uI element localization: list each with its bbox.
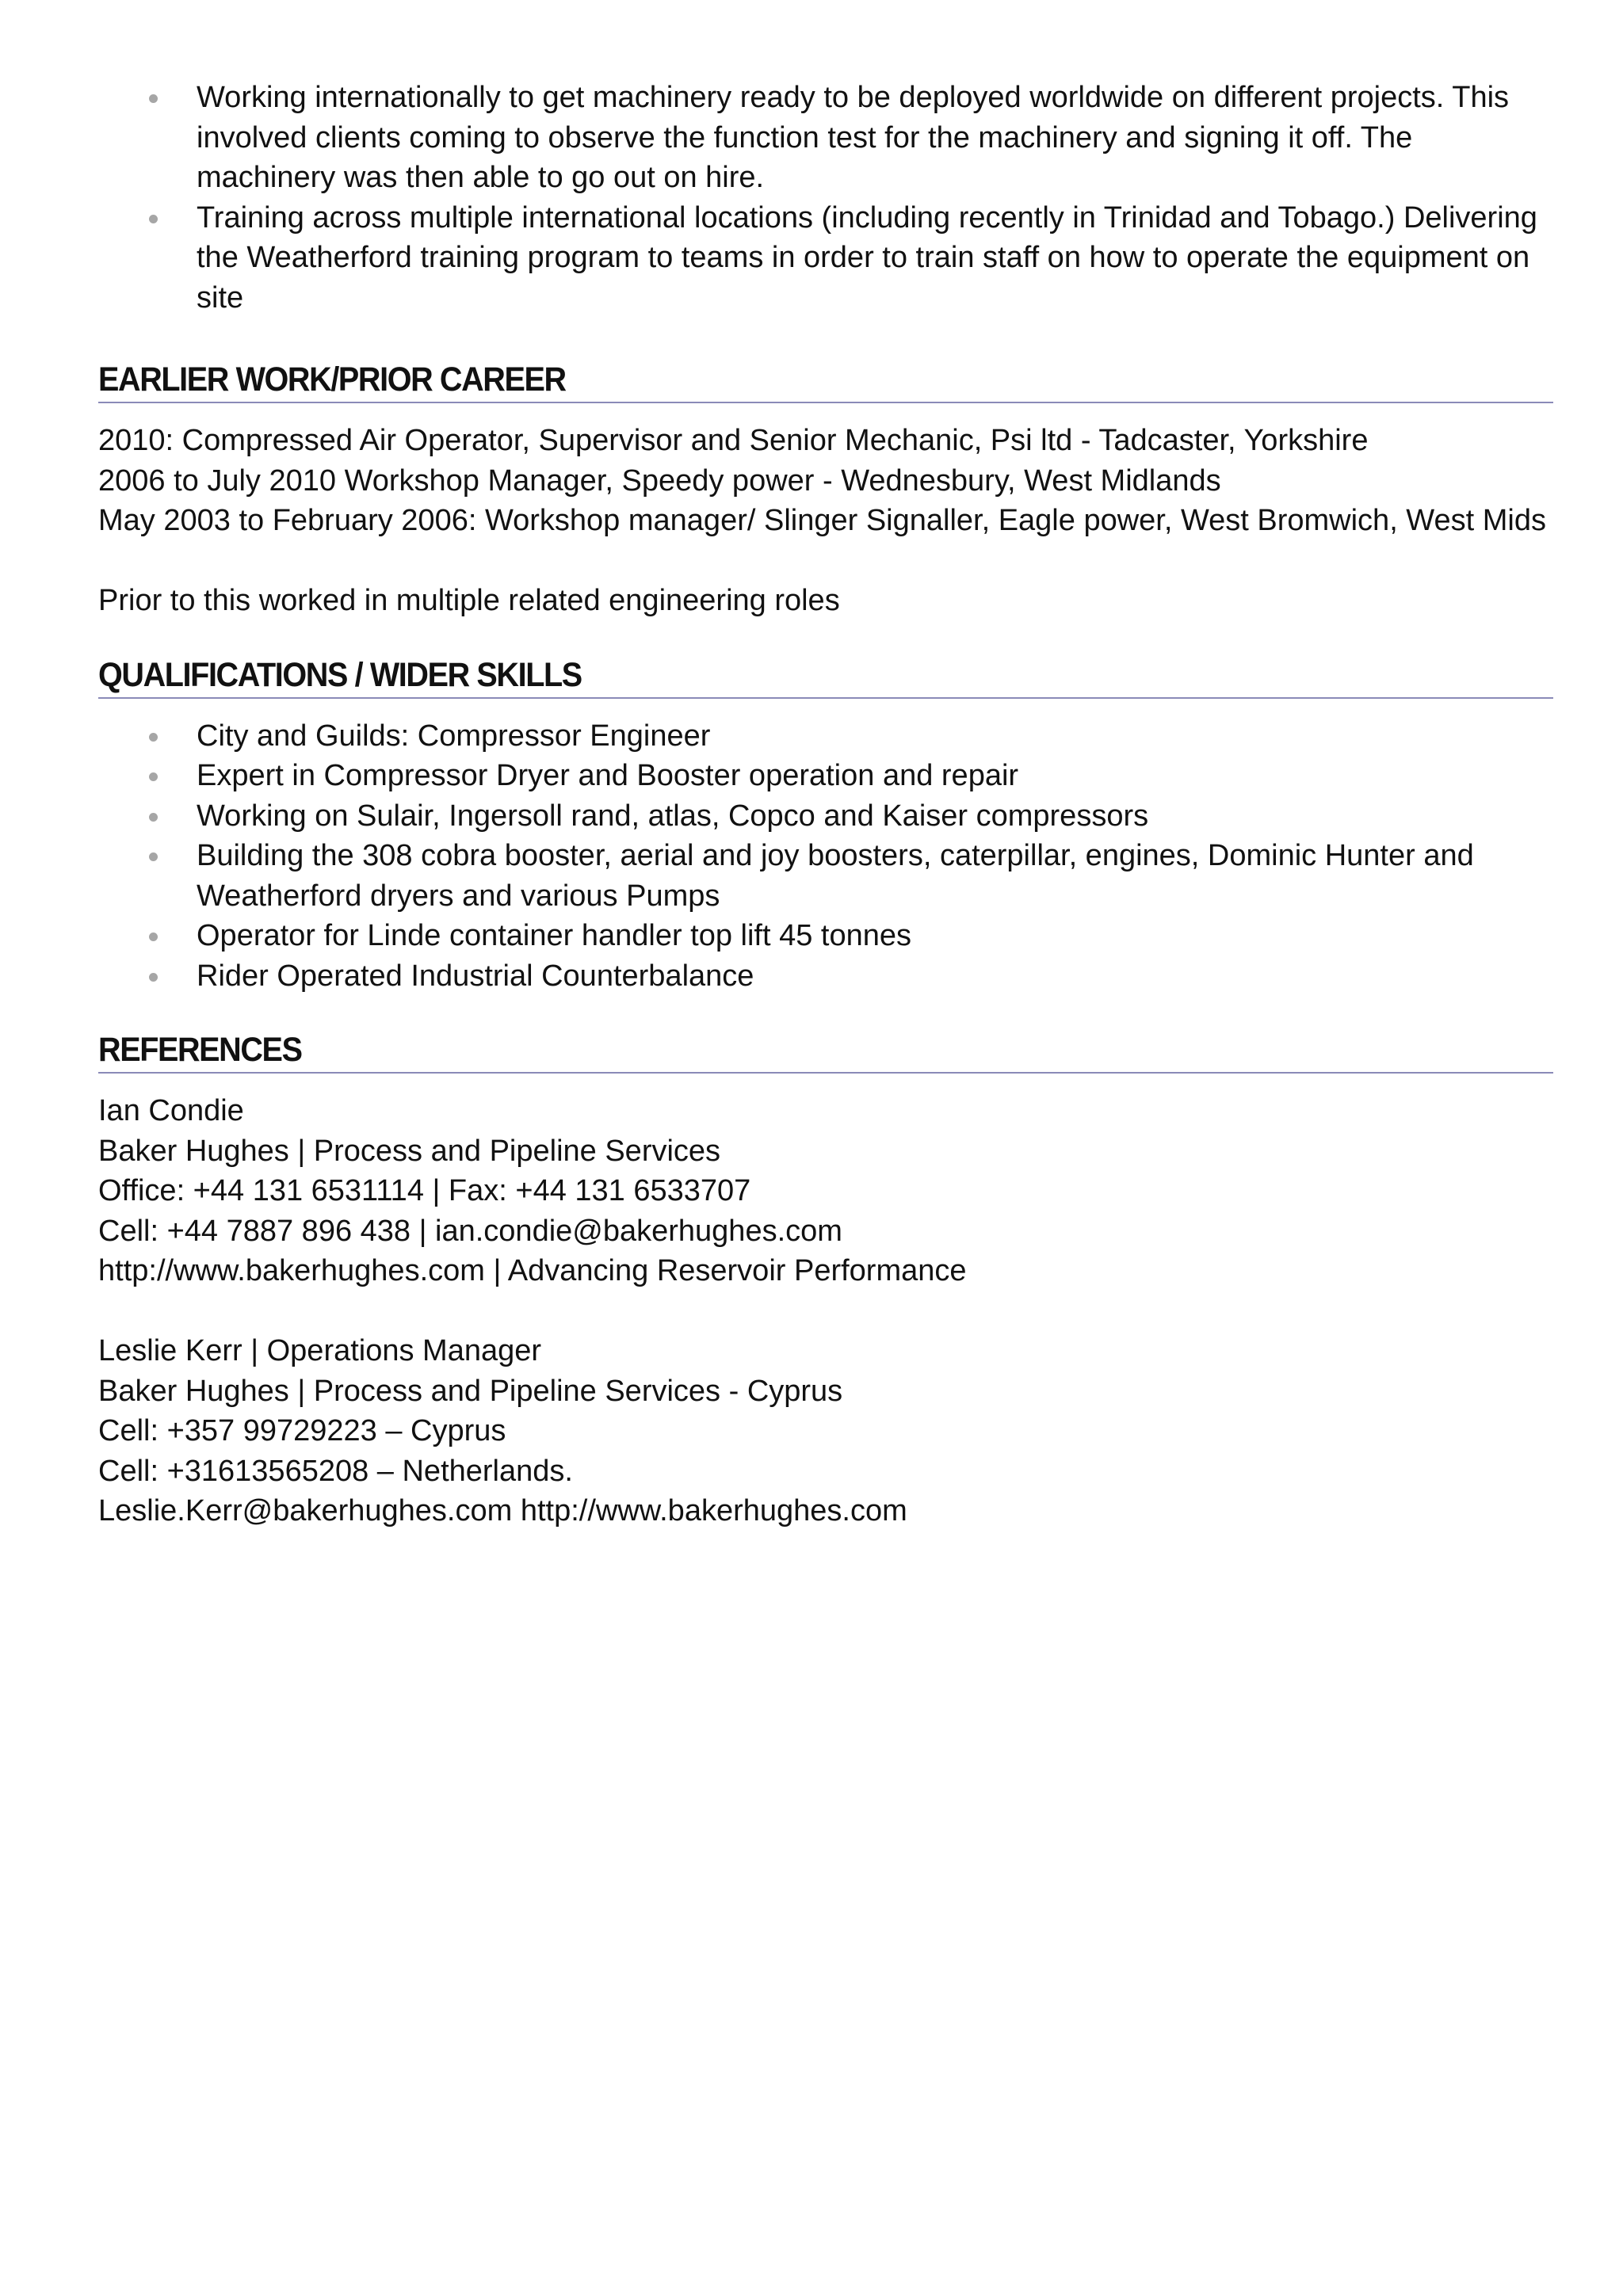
list-item (98, 78, 1553, 198)
career-role: May 2003 to February 2006: Workshop manager/ Slinger Signaller, Eagle power, West Bromwich, West Mids (98, 504, 1546, 537)
career-note: Prior to this worked in multiple related engineering roles (98, 584, 840, 617)
reference-website: http://www.bakerhughes.com | Advancing Reservoir Performance (98, 1254, 967, 1287)
bullet-icon (149, 852, 158, 861)
list-item-text: Working on Sulair, Ingersoll rand, atlas, Copco and Kaiser compressors (197, 799, 1149, 833)
intro-bullet-list (98, 78, 1553, 318)
bullet-icon (149, 94, 158, 103)
bullet-icon (149, 933, 158, 941)
reference-block (98, 1331, 1553, 1531)
reference-block (98, 1091, 1553, 1291)
bullet-icon (149, 813, 158, 822)
reference-company: Baker Hughes | Process and Pipeline Services - Cyprus (98, 1374, 843, 1408)
list-item (98, 198, 1553, 318)
reference-cell: Cell: +44 7887 896 438 | ian.condie@bakerhughes.com (98, 1214, 842, 1248)
list-item (98, 716, 1553, 757)
bullet-icon (149, 733, 158, 742)
reference-cell: Cell: +31613565208 – Netherlands. (98, 1454, 573, 1488)
list-item (98, 916, 1553, 956)
section-heading-earlier-work: EARLIER WORK/PRIOR CAREER (98, 360, 566, 399)
list-item-text: City and Guilds: Compressor Engineer (197, 719, 711, 753)
resume-content (98, 78, 1553, 1531)
section-heading-qualifications: QUALIFICATIONS / WIDER SKILLS (98, 655, 582, 694)
reference-name: Leslie Kerr | Operations Manager (98, 1334, 542, 1367)
section-heading-references: REFERENCES (98, 1031, 302, 1069)
bullet-icon (149, 215, 158, 223)
list-item (98, 956, 1553, 997)
career-role: 2006 to July 2010 Workshop Manager, Speedy power - Wednesbury, West Midlands (98, 463, 1221, 498)
list-item-text: Operator for Linde container handler top lift 45 tonnes (197, 919, 912, 952)
reference-office-phone: Office: +44 131 6531114 | Fax: +44 131 6533707 (98, 1174, 751, 1207)
qualifications-list (98, 716, 1553, 997)
reference-contact: Leslie.Kerr@bakerhughes.com http://www.bakerhughes.com (98, 1494, 907, 1527)
list-item-text: Expert in Compressor Dryer and Booster operation and repair (197, 759, 1019, 792)
reference-cell: Cell: +357 99729223 – Cyprus (98, 1414, 506, 1447)
list-item-text: Building the 308 cobra booster, aerial and joy boosters, caterpillar, engines, Dominic Hunter and Weatherford dryers and various Pumps (197, 839, 1474, 913)
career-role: 2010: Compressed Air Operator, Supervisor and Senior Mechanic, Psi ltd - Tadcaster, Yorkshire (98, 424, 1369, 457)
list-item-text: Training across multiple international locations (including recently in Trinidad and Tobago.) Delivering the Weatherford training program to teams in order to train staff on how to operate the equipment on site (197, 200, 1537, 315)
reference-company: Baker Hughes | Process and Pipeline Services (98, 1134, 721, 1168)
list-item (98, 836, 1553, 916)
list-item (98, 796, 1553, 837)
list-item-text: Working internationally to get machinery ready to be deployed worldwide on different projects. This involved clients coming to observe the function test for the machinery and signing it off. The machinery was then able to go out on hire. (197, 81, 1510, 194)
list-item-text: Rider Operated Industrial Counterbalance (197, 959, 754, 993)
bullet-icon (149, 973, 158, 982)
list-item (98, 756, 1553, 796)
bullet-icon (149, 772, 158, 781)
reference-name: Ian Condie (98, 1094, 244, 1127)
